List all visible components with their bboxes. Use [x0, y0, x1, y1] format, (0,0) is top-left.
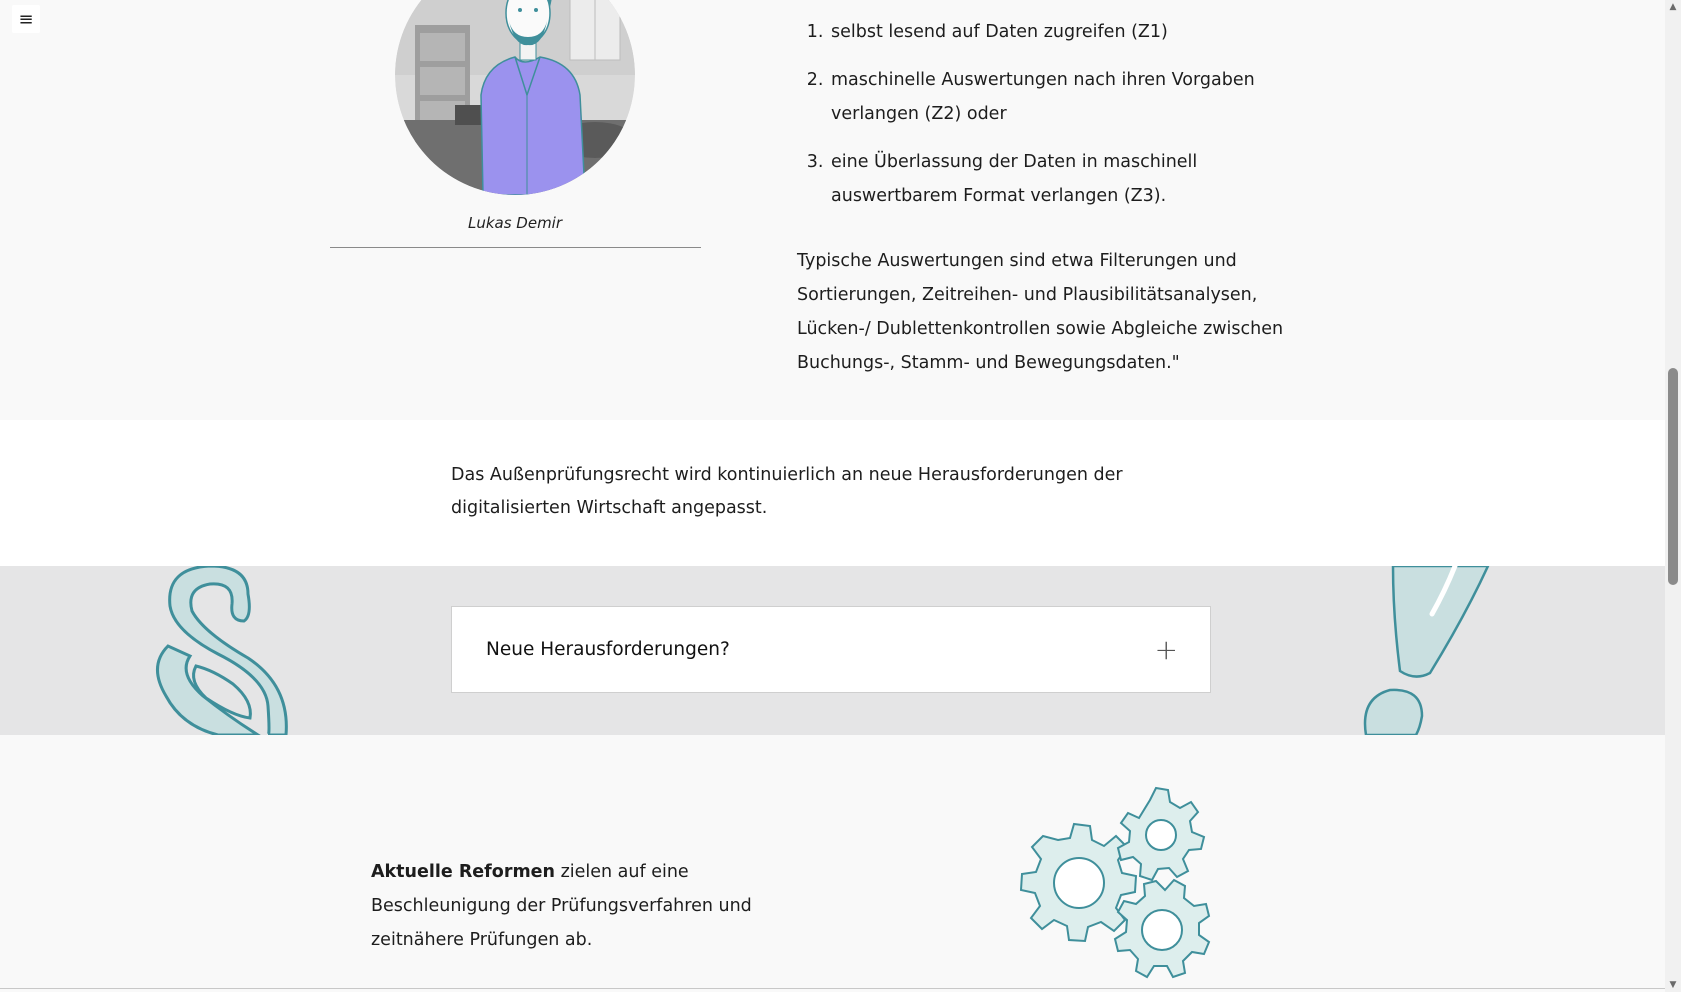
vertical-scrollbar[interactable]: [1665, 0, 1681, 992]
gears-icon: [990, 780, 1220, 990]
intro-section: [0, 420, 1665, 566]
rights-list: [810, 15, 1309, 227]
person-portrait: [395, 0, 635, 195]
intro-paragraph: Das Außenprüfungsrecht wird kontinuierlich an neue Herausforderungen der digitalisierten Wirtschaft angepasst.: [451, 465, 1123, 518]
accordion-toggle-new-challenges[interactable]: [451, 606, 1211, 693]
scroll-up-icon[interactable]: ▲: [1669, 2, 1677, 12]
hamburger-menu-icon[interactable]: ≡: [12, 5, 40, 33]
portrait-caption: Lukas Demir: [467, 214, 563, 232]
quote-paragraph: Typische Auswertungen sind etwa Filterungen und Sortierungen, Zeitreihen- und Plausibilitätsanalysen, Lücken-/ Dublettenkontrollen sowie Abgleiche zwischen Buchungs-, Stamm- und Bewegungsdaten.": [797, 251, 1284, 373]
list-item: 2. maschinelle Auswertungen nach ihren Vorgaben verlangen (Z2) oder: [829, 63, 1309, 131]
list-item: 3. eine Überlassung der Daten in maschinell auswertbarem Format verlangen (Z3).: [829, 145, 1309, 213]
paragraph-symbol-icon: [148, 566, 288, 735]
accordion-band: [0, 566, 1665, 735]
reforms-text: zielen auf eine Beschleunigung der Prüfungsverfahren und zeitnähere Prüfungen ab.: [371, 862, 752, 950]
window-bottom-border: [0, 988, 1665, 989]
exclamation-mark-icon: [1360, 566, 1500, 735]
accordion-title: Neue Herausforderungen?: [486, 639, 730, 660]
scroll-down-icon[interactable]: ▼: [1669, 980, 1677, 990]
caption-divider: [330, 247, 701, 248]
plus-icon: +: [1154, 632, 1178, 666]
scrollbar-thumb[interactable]: [1668, 368, 1678, 585]
list-item: 1. selbst lesend auf Daten zugreifen (Z1): [829, 15, 1309, 49]
quote-section: [0, 0, 1665, 420]
reforms-section: [0, 735, 1665, 992]
reforms-bold-label: Aktuelle Reformen: [371, 862, 556, 882]
reforms-paragraph: [371, 855, 801, 957]
